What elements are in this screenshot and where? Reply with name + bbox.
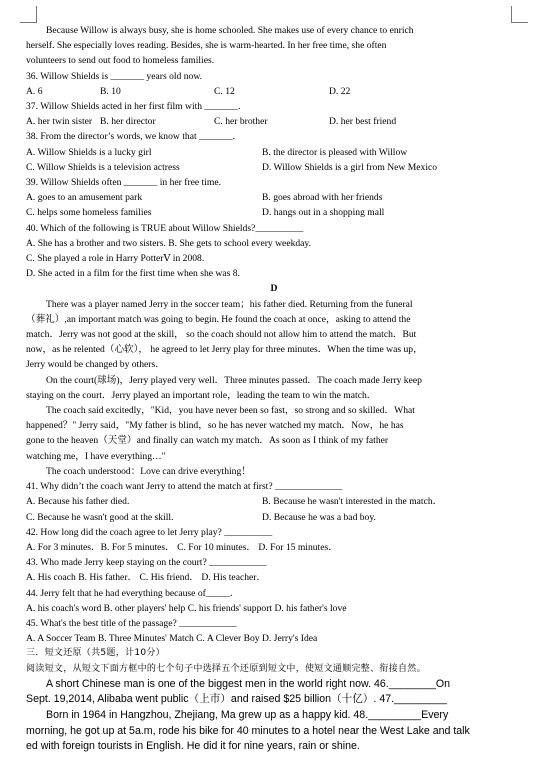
option: D. her best friend [329, 116, 397, 128]
question-stem: 39. Willow Shields often _______ in her free time. [26, 177, 222, 189]
question-stem: 36. Willow Shields is _______ years old now. [26, 70, 203, 82]
passage-d [26, 297, 522, 479]
passage-c-tail [26, 23, 522, 69]
passage-line: （葬礼）,an important match was going to begin. He found the coach at once，asking to attend the [26, 313, 411, 325]
option-line: D. She acted in a film for the first time when she was 8. [26, 268, 240, 280]
option: C. Because he wasn't good at the skill. [26, 511, 174, 523]
option-line: A. His coach B. His father． C. His friend． D. His teacher． [26, 572, 267, 584]
section-3-passage [26, 677, 522, 755]
section-3-instruction: 阅读短文，从短文下面方框中的七个句子中选择五个还原到短文中，使短文通顺完整、衔接自然。 [26, 663, 426, 674]
question-stem: 44. Jerry felt that he had everything because of_____． [26, 587, 240, 599]
passage-line: There was a player named Jerry in the soccer team；his father died. Returning from the funeral [46, 298, 413, 310]
option: A. her twin sister [26, 116, 93, 128]
section-d-letter: D [270, 283, 278, 295]
passage-line: The coach said excitedly，"Kid，you have never been so fast，so strong and so skilled．What [46, 405, 415, 417]
option: D. Willow Shields is a girl from New Mexico [262, 161, 438, 173]
option-line: A. She has a brother and two sisters. B. She gets to school every weekday. [26, 237, 311, 249]
options-row [26, 84, 522, 99]
question-stem: 37. Willow Shields acted in her first film with _______. [26, 101, 241, 113]
option: A. Because his father died. [26, 496, 130, 508]
option: B. the director is pleased with Willow [262, 146, 408, 158]
options-row [26, 510, 522, 525]
option: B. goes abroad with her friends [262, 192, 383, 204]
options-row [26, 190, 522, 205]
option: A. goes to an amusement park [26, 192, 143, 204]
passage-line: now，as he relented（心软）， he agreed to let Jerry play for three minutes．When the time was up， [26, 344, 423, 356]
exam-page [26, 23, 522, 755]
question-stem: 42. How long did the coach agree to let Jerry play? __________ [26, 526, 273, 538]
passage-line: The coach understood：Love can drive everything！ [46, 465, 251, 477]
option: C. Willow Shields is a television actress [26, 161, 180, 173]
option: B. 10 [100, 85, 121, 97]
options-row [26, 145, 522, 160]
option: D. 22 [329, 85, 351, 97]
questions-c [26, 69, 522, 282]
option-line: A. his coach's word B. other players' help C. his friends' support D. his father's love [26, 602, 347, 614]
passage-line: gone to the heaven（天堂）and finally can watch my match．As soon as I think of my father [26, 435, 389, 447]
passage-line: Because Willow is always busy, she is home schooled. She makes use of every chance to enrich [46, 25, 414, 36]
option: A. Willow Shields is a lucky girl [26, 146, 152, 158]
passage-line: Jerry would be changed by others． [26, 359, 165, 371]
passage-line: match．Jerry was not good at the skill， so the coach should not allow him to attend the match．But [26, 329, 417, 341]
option: C. 12 [214, 85, 235, 97]
options-row [26, 494, 522, 509]
question-stem: 41. Why didn’t the coach want Jerry to attend the match at first? ______________ [26, 481, 343, 493]
option: C. helps some homeless families [26, 207, 152, 219]
option: D. Because he was a bad boy. [262, 511, 376, 523]
passage-line: staying on the court．Jerry played an important role，leading the team to win the match． [26, 389, 377, 401]
passage-line: ed with foreign tourists in English. He did it for nine years, rain or shine. [26, 740, 360, 753]
option: A. 6 [26, 85, 43, 97]
option-line: A. A Soccer Team B. Three Minutes' Match C. A Clever Boy D. Jerry's Idea [26, 633, 318, 645]
questions-d [26, 479, 522, 646]
question-stem: 45. What's the best title of the passage? ____________ [26, 617, 237, 629]
passage-line: volunteers to send out food to homeless families. [26, 55, 215, 67]
options-row [26, 114, 522, 129]
section-3-heading: 三．短文还原（共5题，计10分） [26, 648, 165, 659]
passage-line: On the court(球场)，Jerry played very well．Three minutes passed．The coach made Jerry keep [46, 374, 422, 386]
question-stem: 43. Who made Jerry keep staying on the court? ____________ [26, 557, 267, 569]
option: B. her director [100, 116, 156, 128]
option: C. her brother [214, 116, 268, 128]
crop-mark-top-right [511, 6, 528, 23]
options-row [26, 160, 522, 175]
option-line: A. For 3 minutes．B. For 5 minutes． C. For 10 minutes． D. For 15 minutes． [26, 541, 338, 553]
passage-line: watching me，I have everything…" [26, 450, 166, 462]
passage-line: A short Chinese man is one of the biggest men in the world right now. 46.________On [46, 677, 450, 690]
question-stem: 38. From the director’s words, we know that _______. [26, 131, 235, 143]
option-line: C. She played a role in Harry PotterⅤ in 2008. [26, 253, 205, 265]
question-stem: 40. Which of the following is TRUE about Willow Shields?__________ [26, 222, 304, 234]
passage-line: herself. She especially loves reading. Besides, she is warm-hearted. In her free time, she often [26, 40, 387, 52]
passage-line: Born in 1964 in Hangzhou, Zhejiang, Ma grew up as a happy kid. 48._________Every [46, 708, 449, 721]
passage-line: morning, he got up at 5a.m, rode his bike for 40 minutes to a hotel near the West Lake and talk [26, 724, 470, 737]
option: B. Because he wasn't interested in the match． [262, 496, 443, 508]
options-row [26, 205, 522, 220]
passage-line: happened？" Jerry said，"My father is blind，so he has never watched my match．Now，he has [26, 420, 404, 432]
option: D. hangs out in a shopping mall [262, 207, 385, 219]
passage-line: Sept. 19,2014, Alibaba went public（上市）and raised $25 billion（十亿）. 47._________ [26, 693, 448, 706]
crop-mark-top-left [20, 6, 37, 23]
